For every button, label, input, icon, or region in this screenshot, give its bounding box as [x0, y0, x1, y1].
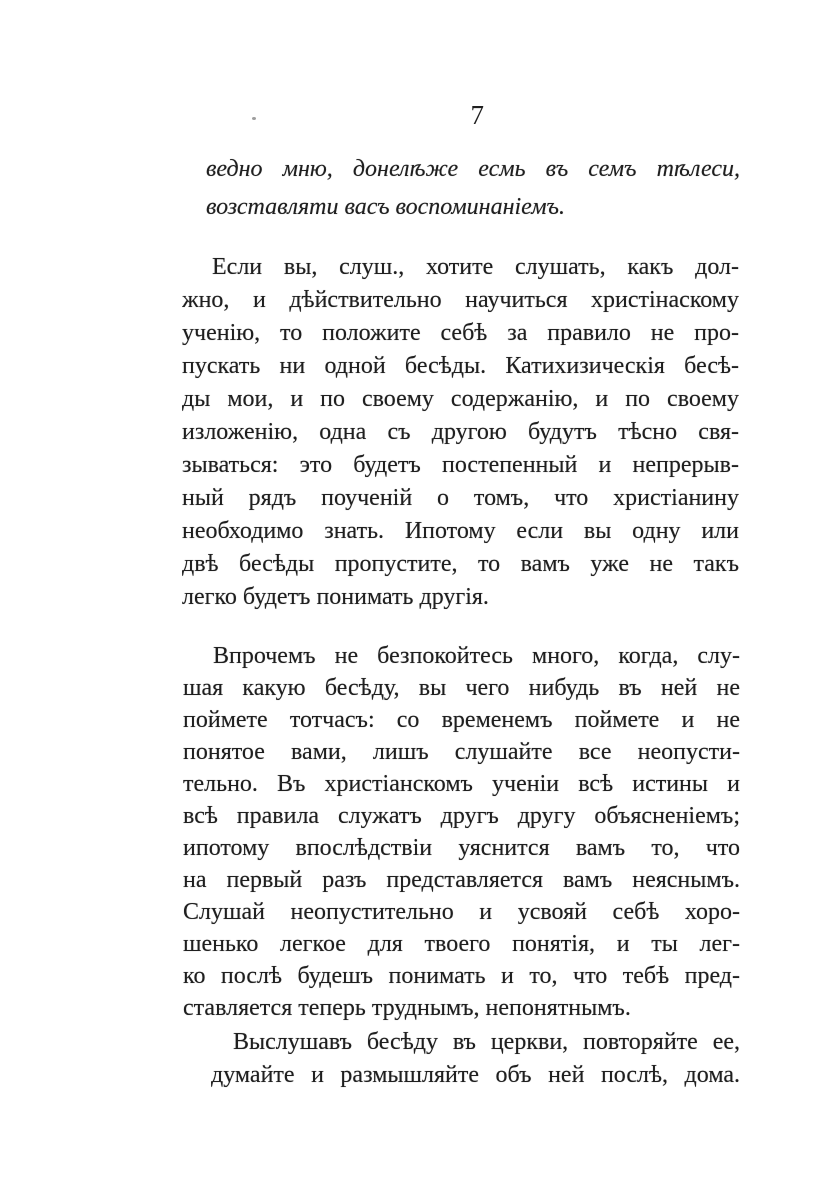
- body-line: Выслушавъ бесѣду въ церкви, повторяйте ее,: [233, 1029, 740, 1055]
- ink-speck: [252, 117, 256, 120]
- epigraph-line: ведно мню, донелѣже есмь въ семъ тѣлеси,: [206, 156, 740, 182]
- body-line: Впрочемъ не безпокойтесь много, когда, слу-: [213, 643, 740, 669]
- body-line: поймете тотчасъ: со временемъ поймете и не: [183, 707, 740, 733]
- body-line: изложенію, одна съ другою будутъ тѣсно свя-: [182, 419, 739, 445]
- page-number: 7: [470, 100, 485, 130]
- body-line: ученію, то положите себѣ за правило не про-: [182, 320, 739, 346]
- body-line: понятое вами, лишъ слушайте все неопусти-: [183, 739, 740, 765]
- body-line: легко будетъ понимать другія.: [182, 584, 489, 610]
- body-line: ставляется теперь труднымъ, непонятнымъ.: [183, 995, 631, 1021]
- body-line: двѣ бесѣды пропустите, то вамъ уже не такъ: [182, 551, 739, 577]
- body-line: жно, и дѣйствительно научиться христінаскому: [182, 287, 739, 313]
- body-line: зываться: это будетъ постепенный и непрерыв-: [182, 452, 739, 478]
- epigraph-line: возставляти васъ воспоминаніемъ.: [206, 194, 565, 220]
- body-line: ко послѣ будешъ понимать и то, что тебѣ пред-: [183, 963, 740, 989]
- body-line: Если вы, слуш., хотите слушать, какъ дол-: [212, 254, 739, 280]
- body-line: необходимо знать. Ипотому если вы одну или: [182, 518, 739, 544]
- body-line: Слушай неопустительно и усвояй себѣ хоро-: [183, 899, 740, 925]
- paragraph-3: [211, 1026, 740, 1092]
- body-line: шенько легкое для твоего понятія, и ты лег-: [183, 931, 740, 957]
- body-line: шая какую бесѣду, вы чего нибудь въ ней не: [183, 675, 740, 701]
- body-line: тельно. Въ христіанскомъ ученіи всѣ истины и: [183, 771, 740, 797]
- body-line: думайте и размышляйте объ ней послѣ, дома.: [211, 1062, 740, 1088]
- epigraph-quote: [206, 150, 740, 226]
- body-line: ный рядъ поученій о томъ, что христіанину: [182, 485, 739, 511]
- paragraph-1: [182, 251, 739, 614]
- body-line: всѣ правила служатъ другъ другу объясненіемъ;: [183, 803, 740, 829]
- paragraph-2: [183, 640, 740, 1024]
- body-line: ипотому впослѣдствіи уяснится вамъ то, что: [183, 835, 740, 861]
- body-line: пускать ни одной бесѣды. Катихизическія бесѣ-: [182, 353, 739, 379]
- body-line: на первый разъ представляется вамъ неяснымъ.: [183, 867, 740, 893]
- body-line: ды мои, и по своему содержанію, и по своему: [182, 386, 739, 412]
